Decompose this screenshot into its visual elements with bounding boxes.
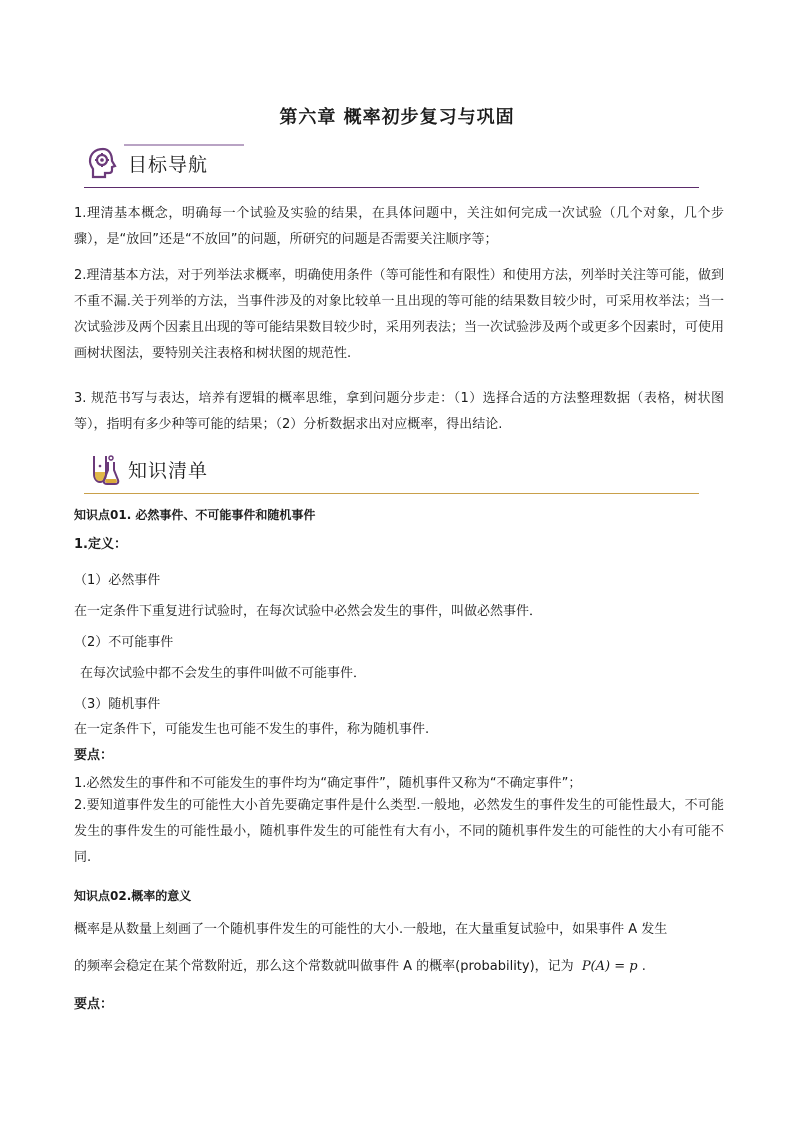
kp2-text-line1: 概率是从数量上刻画了一个随机事件发生的可能性的大小.一般地，在大量重复试验中，如果事件 A 发生 (74, 922, 668, 937)
section-header-knowledge (84, 448, 699, 494)
probability-formula: P(A) = p (581, 959, 638, 974)
kp1-key2: 2.要知道事件发生的可能性大小首先要确定事件是什么类型.一般地，必然发生的事件发生的可能性最大，不可能发生的事件发生的可能性最小，随机事件发生的可能性有大有小，不同的随机事件发生的可能性的大小有可能不同. (74, 798, 724, 865)
goals-paragraph-1: 1.理清基本概念，明确每一个试验及实验的结果，在具体问题中，关注如何完成一次试验（几个对象，几个步骤），是“放回”还是“不放回”的问题，所研究的问题是否需要关注顺序等； (74, 206, 724, 247)
kp2-text-end: . (641, 959, 646, 974)
kp1-item3-text: 在一定条件下，可能发生也可能不发生的事件，称为随机事件. (74, 722, 430, 737)
kp1-item2-label: （2）不可能事件 (74, 635, 174, 650)
section-label: 目标导航 (128, 154, 209, 176)
kp1-heading: 知识点01. 必然事件、不可能事件和随机事件 (74, 508, 316, 522)
section-divider (84, 493, 699, 495)
kp2-text-line2 (74, 955, 646, 974)
kp1-definition-label: 1.定义： (74, 537, 127, 552)
goals-paragraph-3: 3. 规范书写与表达，培养有逻辑的概率思维，拿到问题分步走：（1）选择合适的方法整理数据（表格，树状图等），指明有多少种等可能的结果；（2）分析数据求出对应概率，得出结论. (74, 391, 724, 432)
kp1-item3-label: （3）随机事件 (74, 697, 161, 712)
kp2-text-line2-body: 的频率会稳定在某个常数附近，那么这个常数就叫做事件 A 的概率(probability)，记为 (74, 959, 574, 974)
section-header-goals (84, 142, 699, 188)
kp2-key-label: 要点： (74, 997, 114, 1012)
kp1-key-label: 要点： (74, 748, 114, 763)
brain-gear-icon (86, 146, 120, 180)
kp1-key1: 1.必然发生的事件和不可能发生的事件均为“确定事件”，随机事件又称为“不确定事件”； (74, 776, 582, 791)
section-divider (84, 187, 699, 189)
kp1-item2-text: 在每次试验中都不会发生的事件叫做不可能事件． (80, 666, 367, 681)
kp2-heading: 知识点02.概率的意义 (74, 889, 192, 903)
goals-paragraph-2: 2.理清基本方法，对于列举法求概率，明确使用条件（等可能性和有限性）和使用方法，列举时关注等可能，做到不重不漏.关于列举的方法，当事件涉及的对象比较单一且出现的等可能的结果数目较少时，可采用枚举法；当一次试验涉及两个因素且出现的等可能结果数目较少时，采用列表法；当一次试验涉及两个或更多个因素时，可使用画树状图法，要特别关注表格和树状图的规范性. (74, 268, 725, 361)
section-label: 知识清单 (128, 460, 209, 482)
kp1-item1-text: 在一定条件下重复进行试验时，在每次试验中必然会发生的事件，叫做必然事件． (74, 604, 543, 619)
kp1-item1-label: （1）必然事件 (74, 573, 161, 588)
page-title: 第六章 概率初步复习与巩固 (279, 107, 515, 128)
section-accent-line (124, 144, 244, 146)
flask-lab-icon (86, 452, 120, 486)
